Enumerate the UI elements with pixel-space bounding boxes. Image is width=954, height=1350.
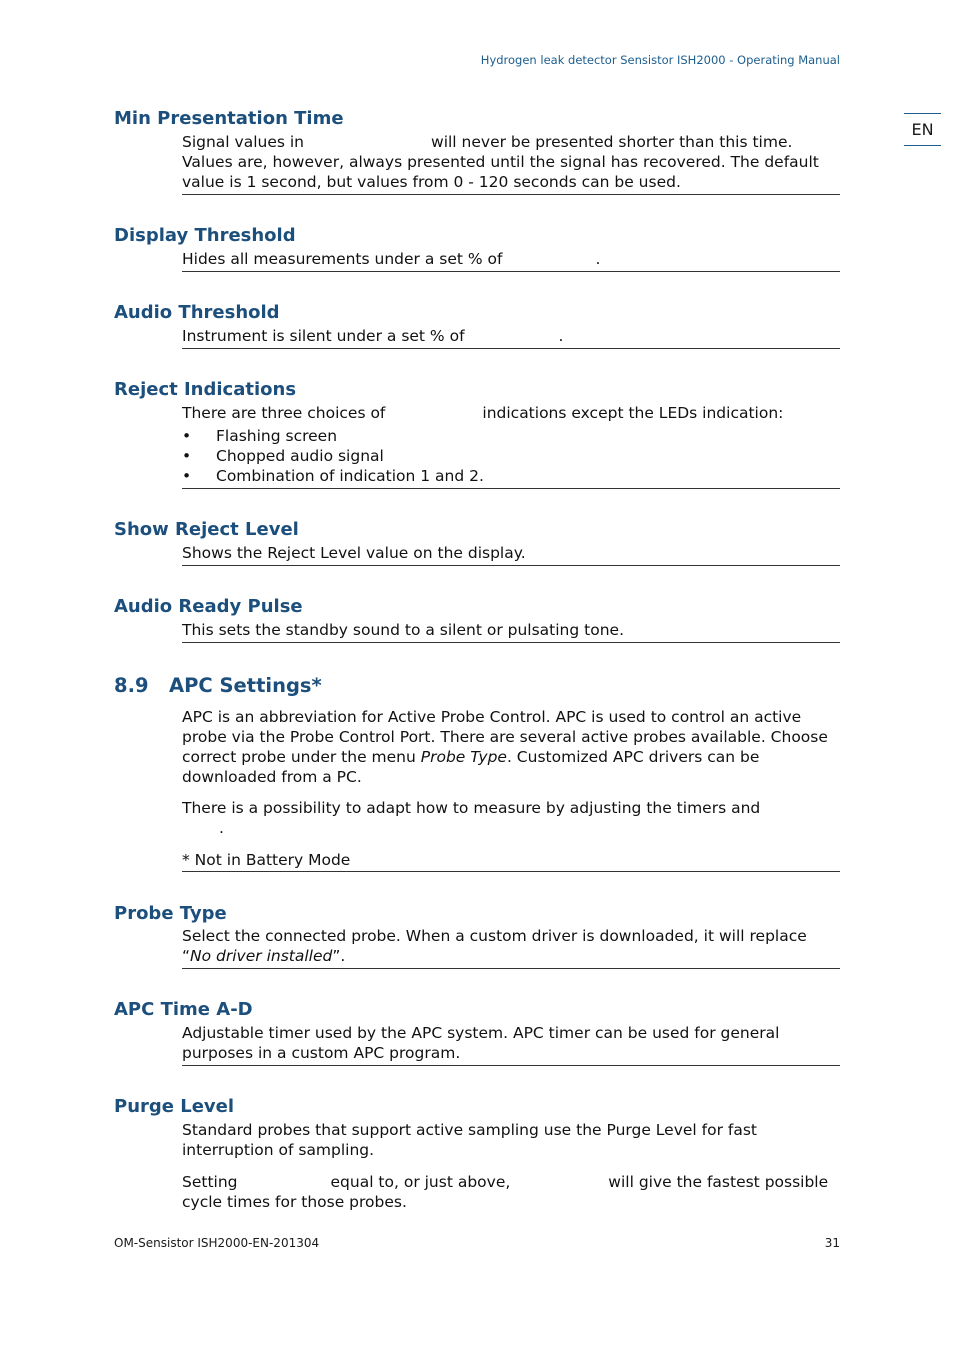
heading-min-presentation-time: Min Presentation Time — [114, 108, 344, 129]
body-line — [182, 326, 840, 346]
body-line: Values are, however, always presented until the signal has recovered. The default — [182, 153, 819, 171]
menu-reference: No driver installed — [190, 947, 333, 965]
body-line — [182, 1172, 840, 1192]
body-line: probe via the Probe Control Port. There are several active probes available. Choose — [182, 728, 828, 746]
body-line: APC is an abbreviation for Active Probe Control. APC is used to control an active — [182, 708, 802, 726]
text-span: indications except the LEDs indication: — [482, 404, 784, 422]
footer-page-number: 31 — [824, 1236, 840, 1250]
text-span: correct probe under the menu — [182, 748, 421, 766]
heading-reject-indications: Reject Indications — [114, 379, 297, 400]
body-line — [182, 747, 840, 767]
heading-show-reject-level: Show Reject Level — [114, 519, 299, 540]
language-tab: EN — [904, 113, 941, 146]
body-line: interruption of sampling. — [182, 1141, 375, 1159]
body-line: value is 1 second, but values from 0 - 120 seconds can be used. — [182, 173, 681, 191]
body-line: Adjustable timer used by the APC system. APC timer can be used for general — [182, 1024, 780, 1042]
list-item — [182, 446, 840, 466]
list-item-text: Chopped audio signal — [216, 447, 384, 465]
text-span: . — [595, 250, 601, 268]
body-line: This sets the standby sound to a silent or pulsating tone. — [182, 621, 624, 639]
apc-time-body — [182, 1023, 840, 1066]
text-span: Hides all measurements under a set % of — [182, 250, 503, 268]
purge-level-body — [182, 1120, 840, 1212]
text-span: . — [558, 327, 564, 345]
body-line — [182, 946, 840, 966]
reject-indications-body — [182, 403, 840, 489]
body-line — [182, 249, 840, 269]
section-number: 8.9 — [114, 674, 149, 697]
body-line: Shows the Reject Level value on the display. — [182, 544, 526, 562]
apc-settings-body — [182, 707, 840, 872]
heading-purge-level: Purge Level — [114, 1096, 235, 1117]
heading-apc-time: APC Time A-D — [114, 999, 253, 1020]
probe-type-body — [182, 926, 840, 969]
text-span: will never be presented shorter than this time. — [431, 133, 793, 151]
section-title-text: APC Settings* — [169, 674, 322, 697]
body-line: downloaded from a PC. — [182, 768, 362, 786]
text-span: Signal values in — [182, 133, 305, 151]
body-line — [182, 403, 840, 423]
show-reject-level-body — [182, 543, 840, 566]
bullet-icon: • — [182, 427, 192, 445]
heading-audio-threshold: Audio Threshold — [114, 302, 280, 323]
footer-doc-id: OM-Sensistor ISH2000-EN-201304 — [114, 1236, 320, 1250]
list-item — [182, 426, 840, 446]
body-line: Standard probes that support active sampling use the Purge Level for fast — [182, 1121, 757, 1139]
list-item-text: Flashing screen — [216, 427, 338, 445]
reject-indications-list — [182, 426, 840, 486]
text-span: “ — [182, 947, 191, 965]
menu-reference: Probe Type — [420, 748, 507, 766]
list-item-text: Combination of indication 1 and 2. — [216, 467, 484, 485]
body-line: cycle times for those probes. — [182, 1193, 407, 1211]
footnote: * Not in Battery Mode — [182, 851, 351, 869]
min-presentation-time-body — [182, 132, 840, 195]
text-span: equal to, or just above, — [330, 1173, 511, 1191]
body-line: purposes in a custom APC program. — [182, 1044, 461, 1062]
heading-probe-type: Probe Type — [114, 903, 227, 924]
list-item — [182, 466, 840, 486]
display-threshold-body — [182, 249, 840, 272]
heading-display-threshold: Display Threshold — [114, 225, 296, 246]
body-line: Select the connected probe. When a custom driver is downloaded, it will replace — [182, 927, 807, 945]
body-line: There is a possibility to adapt how to measure by adjusting the timers and — [182, 799, 761, 817]
audio-threshold-body — [182, 326, 840, 349]
text-span: Instrument is silent under a set % of — [182, 327, 465, 345]
bullet-icon: • — [182, 447, 192, 465]
audio-ready-pulse-body — [182, 620, 840, 643]
text-span: ”. — [332, 947, 346, 965]
body-line — [182, 132, 840, 152]
bullet-icon: • — [182, 467, 192, 485]
text-span: There are three choices of — [182, 404, 386, 422]
text-span: Setting — [182, 1173, 238, 1191]
section-title-apc-settings — [114, 674, 322, 697]
heading-audio-ready-pulse: Audio Ready Pulse — [114, 596, 303, 617]
running-header: Hydrogen leak detector Sensistor ISH2000 - Operating Manual — [480, 53, 840, 67]
body-line: . — [219, 819, 224, 837]
text-span: . Customized APC drivers can be — [506, 748, 760, 766]
text-span: will give the fastest possible — [608, 1173, 829, 1191]
